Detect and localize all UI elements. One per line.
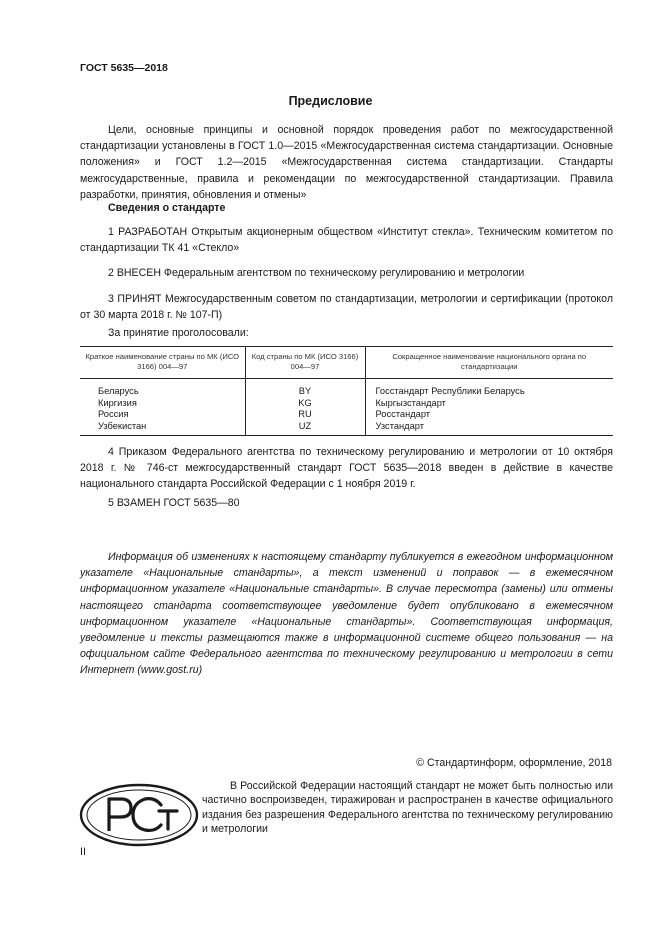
table-header-row xyxy=(80,347,613,379)
standards-body: Узстандарт xyxy=(365,421,613,436)
standards-body: Госстандарт Республики Беларусь xyxy=(365,379,613,398)
table-row xyxy=(80,379,613,398)
legal-notice: В Российской Федерации настоящий стандарт не может быть полностью или частично воспроизведен, тиражирован и распространен в качестве официального издания без разрешения Федерального агентства по техническому регулированию и метрологии xyxy=(202,780,613,836)
header-country-code: Код страны по МК (ИСО 3166) 004—97 xyxy=(245,347,365,379)
country-code: BY xyxy=(245,379,365,398)
section-title: Сведения о стандарте xyxy=(108,202,226,214)
standards-body: Росстандарт xyxy=(365,409,613,421)
document-code-header: ГОСТ 5635—2018 xyxy=(80,62,168,74)
country-name: Узбекистан xyxy=(80,421,245,436)
item-submitted: 2 ВНЕСЕН Федеральным агентством по техническому регулированию и метрологии xyxy=(108,267,525,279)
header-country-name: Краткое наименование страны по МК (ИСО 3166) 004—97 xyxy=(80,347,245,379)
page-number: II xyxy=(80,846,86,858)
copyright-line: © Стандартинформ, оформление, 2018 xyxy=(416,757,612,769)
info-notice: Информация об изменениях к настоящему стандарту публикуется в ежегодном информационном указателе «Национальные стандарты», а текст изменений и поправок — в ежемесячном информационном указателе «Национальные стандарты». В случае пересмотра (замены) или отмены настоящего стандарта соответствующее уведомление будет опубликовано в ежемесячном информационном указателе «Национальные стандарты». Соответствующая информация, уведомление и тексты размещаются также в информационной системе общего пользования — на официальном сайте Федерального агентства по техническому регулированию и метрологии в сети Интернет (www.gost.ru) xyxy=(80,551,613,677)
item-replaces: 5 ВЗАМЕН ГОСТ 5635—80 xyxy=(108,497,240,509)
item-developed: 1 РАЗРАБОТАН Открытым акционерным обществом «Институт стекла». Техническим комитетом по стандартизации ТК 41 «Стекло» xyxy=(80,226,613,255)
intro-paragraph: Цели, основные принципы и основной порядок проведения работ по межгосударственной стандартизации установлены в ГОСТ 1.0—2015 «Межгосударственная система стандартизации. Основные положения» и ГОСТ 1.2—2015 «Межгосударственная система стандартизации. Стандарты межгосударственные, правила и рекомендации по межгосударственной стандартизации. Правила разработки, принятия, обновления и отмены» xyxy=(80,124,613,201)
voted-label: За принятие проголосовали: xyxy=(108,327,249,339)
table-row xyxy=(80,398,613,410)
header-standards-body: Сокращенное наименование национального органа по стандартизации xyxy=(365,347,613,379)
country-code: RU xyxy=(245,409,365,421)
table-row xyxy=(80,421,613,436)
country-name: Киргизия xyxy=(98,397,137,408)
standards-body: Кыргызстандарт xyxy=(365,398,613,410)
table-row xyxy=(80,409,613,421)
item-order: 4 Приказом Федерального агентства по техническому регулированию и метрологии от 10 октября 2018 г. № 746-ст межгосударственный стандарт ГОСТ 5635—2018 введен в действие в качестве национального стандарта Российской Федерации с 1 ноября 2019 г. xyxy=(80,446,613,491)
country-code: UZ xyxy=(245,421,365,436)
rst-certification-mark-icon xyxy=(79,783,199,852)
country-code: KG xyxy=(245,398,365,410)
item-adopted: 3 ПРИНЯТ Межгосударственным советом по стандартизации, метрологии и сертификации (протокол от 30 марта 2018 г. № 107-П) xyxy=(80,293,613,322)
page-title: Предисловие xyxy=(288,94,373,108)
country-name: Россия xyxy=(98,409,129,420)
voting-countries-table xyxy=(80,346,613,436)
country-name: Беларусь xyxy=(98,386,139,396)
